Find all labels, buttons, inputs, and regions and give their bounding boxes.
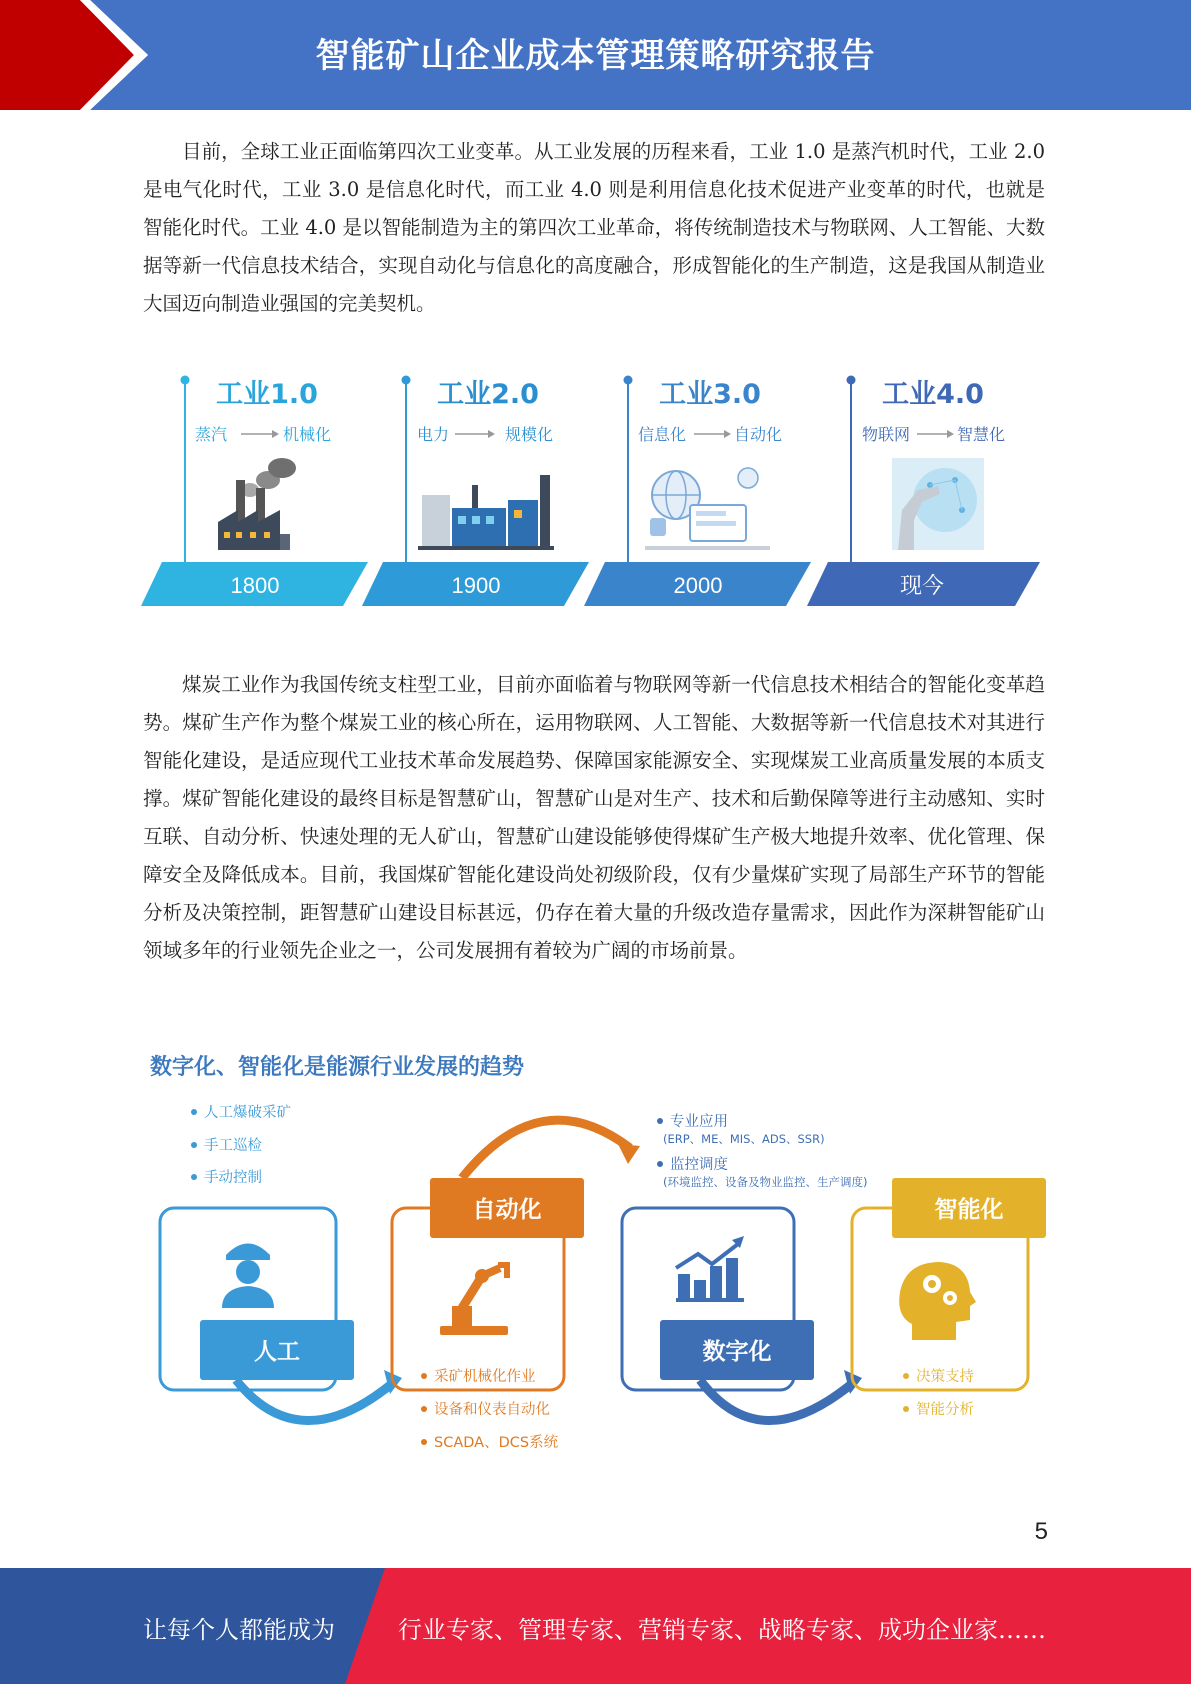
robot-hand-icon: [892, 458, 984, 550]
stage-to: 机械化: [283, 425, 332, 444]
manual-stage: [160, 1208, 402, 1421]
manual-label: 人工: [254, 1339, 300, 1365]
intelligent-bullet: 决策支持: [916, 1369, 974, 1385]
timeline-stage-3: [584, 376, 811, 607]
automation-stage: [392, 1120, 640, 1390]
computer-network-icon: [645, 468, 770, 550]
stage-from: 信息化: [638, 425, 687, 444]
stage-from: 物联网: [862, 425, 911, 444]
factory-icon: [218, 458, 296, 550]
digital-bullet: 监控调度: [670, 1157, 728, 1173]
stage-title: 工业4.0: [882, 379, 984, 410]
page-number: 5: [1034, 1518, 1048, 1545]
stage-year: 1900: [451, 573, 501, 598]
figure-title: 数字化、智能化是能源行业发展的趋势: [150, 1055, 525, 1080]
digital-bullet-sub: (ERP、ME、MIS、ADS、SSR): [663, 1132, 825, 1146]
stage-from: 电力: [417, 425, 450, 444]
stage-to: 智慧化: [957, 425, 1006, 444]
digital-stage: [622, 1208, 862, 1421]
stage-to: 自动化: [734, 425, 783, 444]
automation-bullets: [421, 1367, 559, 1451]
chart-growth-icon: [676, 1236, 744, 1302]
page-footer: [0, 1568, 1191, 1684]
robot-arm-icon: [440, 1262, 510, 1335]
timeline-stage-2: [362, 376, 589, 607]
stage-year: 现今: [899, 574, 945, 599]
digital-bullet-sub: (环境监控、设备及物业监控、生产调度): [663, 1175, 868, 1189]
worker-icon: [222, 1244, 274, 1309]
digital-label: 数字化: [702, 1339, 772, 1365]
footer-slogan-right: 行业专家、管理专家、营销专家、战略专家、成功企业家……: [398, 1616, 1046, 1644]
manual-bullets: [191, 1104, 291, 1186]
automation-bullet: 设备和仪表自动化: [434, 1402, 550, 1418]
stage-to: 规模化: [505, 425, 554, 444]
manual-bullet: 手工巡检: [204, 1138, 262, 1154]
automation-label: 自动化: [472, 1197, 542, 1223]
automation-bullet: 采矿机械化作业: [434, 1369, 536, 1385]
stage-title: 工业1.0: [216, 379, 318, 410]
page-header: [0, 0, 1191, 110]
timeline-stage-4: [807, 376, 1040, 607]
intelligent-bullets: [903, 1368, 974, 1418]
report-title: 智能矿山企业成本管理策略研究报告: [315, 36, 876, 76]
stage-title: 工业2.0: [437, 379, 539, 410]
stage-from: 蒸汽: [195, 425, 228, 444]
intelligent-bullet: 智能分析: [916, 1402, 974, 1418]
footer-slogan-left: 让每个人都能成为: [143, 1616, 335, 1644]
manual-bullet: 人工爆破采矿: [204, 1105, 291, 1121]
industry-timeline-figure: [0, 360, 1191, 620]
intro-paragraph: 目前，全球工业正面临第四次工业变革。从工业发展的历程来看，工业 1.0 是蒸汽机时代，工业 2.0 是电气化时代，工业 3.0 是信息化时代，而工业 4.0 则是利用信息化技术促进产业变革的时代，也就是智能化时代。工业 4.0 是以智能制造为主的第四次工业革命，将传统制造技术与物联网、人工智能、大数据等新一代信息技术结合，实现自动化与信息化的高度融合，形成智能化的生产制造，这是我国从制造业大国迈向制造业强国的完美契机。: [143, 140, 1045, 315]
coal-industry-paragraph: 煤炭工业作为我国传统支柱型工业，目前亦面临着与物联网等新一代信息技术相结合的智能化变革趋势。煤矿生产作为整个煤炭工业的核心所在，运用物联网、人工智能、大数据等新一代信息技术对其进行智能化建设，是适应现代工业技术革命发展趋势、保障国家能源安全、实现煤炭工业高质量发展的本质支撑。煤矿智能化建设的最终目标是智慧矿山，智慧矿山是对生产、技术和后勤保障等进行主动感知、实时互联、自动分析、快速处理的无人矿山，智慧矿山建设能够使得煤矿生产极大地提升效率、优化管理、保障安全及降低成本。目前，我国煤矿智能化建设尚处初级阶段，仅有少量煤矿实现了局部生产环节的智能分析及决策控制，距智慧矿山建设目标甚远，仍存在着大量的升级改造存量需求，因此作为深耕智能矿山领域多年的行业领先企业之一，公司发展拥有着较为广阔的市场前景。: [143, 673, 1045, 962]
timeline-stage-1: [141, 376, 368, 607]
manual-bullet: 手动控制: [204, 1170, 262, 1186]
intelligent-stage: [852, 1178, 1046, 1390]
digital-bullets: [657, 1113, 867, 1189]
industrial-plant-icon: [418, 475, 554, 550]
stage-title: 工业3.0: [659, 379, 761, 410]
stage-year: 2000: [673, 573, 723, 598]
stage-year: 1800: [230, 573, 280, 598]
intelligent-label: 智能化: [934, 1197, 1004, 1223]
energy-evolution-figure: [0, 1040, 1191, 1460]
digital-bullet: 专业应用: [670, 1114, 728, 1130]
automation-bullet: SCADA、DCS系统: [434, 1435, 559, 1451]
brain-gear-icon: [899, 1262, 976, 1340]
